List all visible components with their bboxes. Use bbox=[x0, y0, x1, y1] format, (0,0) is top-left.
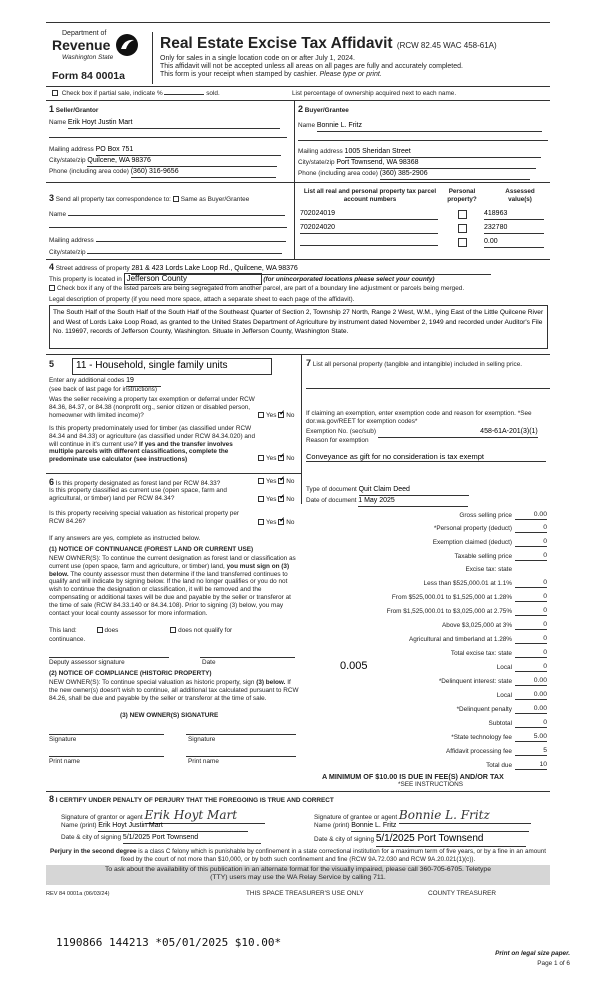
section4-street-row: 4 Street address of property 281 & 423 Lords Lake Loop Rd., Quilcene, WA 98376 bbox=[49, 262, 491, 275]
section2-heading: 2 Buyer/Grantee bbox=[298, 104, 349, 114]
section3-name-field[interactable] bbox=[68, 209, 285, 216]
calc-t2-label: From $525,000.01 to $1,525,000 at 1.28% bbox=[391, 594, 512, 601]
section8-heading: 8 I CERTIFY UNDER PENALTY OF PERJURY THAT THE FOREGOING IS TRUE AND CORRECT bbox=[49, 794, 334, 804]
local-rate-field[interactable]: 0.005 bbox=[340, 660, 368, 672]
legal-description-box[interactable] bbox=[49, 305, 548, 349]
calc-gross-label: Gross selling price bbox=[459, 512, 512, 519]
parcel-assessed-value[interactable]: 418963 bbox=[484, 210, 544, 220]
section3-mailing-field[interactable] bbox=[96, 235, 286, 242]
doc-date-field[interactable]: 1 May 2025 bbox=[358, 497, 468, 507]
seller-name-row: Name Erik Hoyt Justin Mart bbox=[49, 119, 280, 129]
calc-exemption-label: Exemption claimed (deduct) bbox=[432, 539, 512, 546]
calc-total-due-label: Total due bbox=[486, 762, 512, 769]
minimum-due-note: A MINIMUM OF $10.00 IS DUE IN FEE(S) AND/OR TAX bbox=[322, 772, 504, 781]
section3-heading: 3 Send all property tax correspondence to: Same as Buyer/Grantee bbox=[49, 193, 250, 203]
calc-penalty-value[interactable]: 0.00 bbox=[515, 705, 547, 714]
section6-q1: 6 Is this property designated as forest land per RCW 84.33? bbox=[49, 477, 221, 487]
legal-label: Legal description of property (if you need more space, attach a separate sheet to each page of the affidavit). bbox=[49, 296, 355, 303]
grantor-print-name[interactable]: Erik Hoyt Justin Mart bbox=[98, 822, 248, 832]
seller-name-field[interactable]: Erik Hoyt Justin Mart bbox=[68, 119, 280, 129]
calc-gross-value[interactable]: 0.00 bbox=[515, 511, 547, 520]
county-treasurer: COUNTY TREASURER bbox=[428, 890, 496, 897]
new-owner-sig-title: (3) NEW OWNER(S) SIGNATURE bbox=[120, 712, 219, 719]
grantor-name-row: Name (print) Erik Hoyt Justin Mart bbox=[61, 822, 248, 832]
calc-subtotal-value[interactable]: 0 bbox=[515, 719, 547, 728]
seller-city-field[interactable]: Quilcene, WA 98376 bbox=[87, 157, 277, 167]
parcel-col-personal: Personal property? bbox=[447, 188, 477, 203]
current-use-yes-checkbox[interactable] bbox=[258, 496, 264, 502]
section6-q2-answer: Yes ✓ No bbox=[258, 496, 294, 504]
section6-q3: Is this property receiving special valuation as historical property per RCW 84.26? bbox=[49, 510, 240, 525]
legal-description: The South Half of the South Half of the South Half of the Southeast Quarter of Section 2, Township 27 North, Range 2 West, W.M., lying East of the Little Quilcene River and West of Lords Lake Loop Road, as granted to the United States Department of Agriculture by instrument dated November 2, 1949 and recorded under Auditor's File No. 119697, records of Jefferson County, Washington. Situate in Jefferson County, Washington State. bbox=[53, 309, 544, 336]
section7-heading: 7 List all personal property (tangible and intangible) included in selling price. bbox=[306, 358, 523, 368]
legal-size-note: Print on legal size paper. bbox=[495, 950, 570, 957]
calc-delinq-state-label: *Delinquent interest: state bbox=[438, 678, 512, 685]
revenue-logo-icon bbox=[114, 32, 140, 58]
forest-no-checkbox[interactable] bbox=[278, 478, 284, 484]
calc-tech-fee-value[interactable]: 5.00 bbox=[515, 733, 547, 742]
partial-sale: Check box if partial sale, indicate % sold. bbox=[52, 90, 220, 98]
calc-t4-label: Above $3,025,000 at 3% bbox=[442, 622, 512, 629]
this-land-row: This land: does does not qualify for bbox=[49, 627, 233, 634]
deputy-date-label: Date bbox=[202, 659, 216, 666]
section6-q2: Is this property classified as current use (open space, farm and agricultural, or timber) land per RCW 84.34? bbox=[49, 487, 227, 502]
q2-no-checkbox[interactable] bbox=[278, 455, 284, 461]
calc-local-label: Local bbox=[496, 664, 512, 671]
section4-location-row: This property is located in Jefferson County (for unincorporated locations please select your county) bbox=[49, 274, 435, 283]
section5-q2: Is this property predominately used for timber (as classified under RCW 84.34 and 84.33) or agriculture (as classified under RCW 84.34.020) and will continue in it's current use? If yes and the transfer involves multiple parcels with different classifications, complete the predominate use calculator (see instructions) bbox=[49, 425, 256, 464]
grantor-date-city[interactable]: 5/1/2025 Port Townsend bbox=[123, 834, 261, 844]
compliance-text: NEW OWNER(S): To continue special valuation as historic property, sign (3) below. If the new owner(s) doesn't wish to continue, all additional tax calculated pursuant to RCW 84.26, shall be due and payable by the seller or transferor at the time of sale. bbox=[49, 679, 299, 702]
calc-ag-value[interactable]: 0 bbox=[515, 635, 547, 644]
accessibility-line2: (TTY) users may use the WA Relay Service by calling 711. bbox=[210, 874, 386, 882]
calc-local2-value[interactable]: 0.00 bbox=[515, 691, 547, 700]
calc-taxable-value[interactable]: 0 bbox=[515, 552, 547, 561]
land-does-checkbox[interactable] bbox=[97, 627, 103, 633]
calc-local-value[interactable]: 0 bbox=[515, 663, 547, 672]
buyer-name-field[interactable]: Bonnie L. Fritz bbox=[317, 122, 542, 132]
grantor-signature[interactable]: Erik Hoyt Mart bbox=[145, 808, 265, 824]
historic-no-checkbox[interactable] bbox=[278, 519, 284, 525]
buyer-name-row: Name Bonnie L. Fritz bbox=[298, 122, 542, 132]
grantor-date-row: Date & city of signing 5/1/2025 Port Townsend bbox=[61, 834, 261, 844]
parcel-number[interactable]: 702024019 bbox=[300, 210, 438, 220]
calc-penalty-label: *Delinquent penalty bbox=[456, 706, 512, 713]
seller-mailing-field[interactable]: PO Box 751 bbox=[96, 146, 281, 156]
calc-taxable-label: Taxable selling price bbox=[454, 553, 512, 560]
buyer-phone-row: Phone (including area code) (360) 385-2906 bbox=[298, 170, 530, 180]
calc-total-due-value[interactable]: 10 bbox=[515, 761, 547, 770]
calc-t4-value[interactable]: 0 bbox=[515, 621, 547, 630]
seller-mailing-row: Mailing address PO Box 751 bbox=[49, 146, 281, 156]
parcel-row bbox=[300, 210, 438, 220]
header-note1: Only for sales in a single location code on or after July 1, 2024. bbox=[160, 55, 355, 62]
calc-subtotal-label: Subtotal bbox=[488, 720, 512, 727]
buyer-mailing-field[interactable]: 1005 Sheridan Street bbox=[345, 148, 541, 158]
calc-t1-value[interactable]: 0 bbox=[515, 579, 547, 588]
calc-ag-label: Agricultural and timberland at 1.28% bbox=[408, 636, 512, 643]
exemption-no-field[interactable]: 458-61A-201(3)(1) bbox=[378, 428, 538, 438]
continuance-title: (1) NOTICE OF CONTINUANCE (FOREST LAND OR CURRENT USE) bbox=[49, 546, 254, 553]
list-percentage-note: List percentage of ownership acquired next to each name. bbox=[292, 90, 457, 97]
calc-excise-state: Excise tax: state bbox=[465, 566, 512, 573]
page-number: Page 1 of 6 bbox=[537, 960, 570, 967]
doc-type-row: Type of document Quit Claim Deed bbox=[306, 486, 469, 496]
perjury-note: Perjury in the second degree is a class C felony which is punishable by confinement in a state correctional institution for a maximum term of five years, or by a fine in an amount fixed by the court of not more than $10,000, or by both such confinement and fine (RCW 9A.72.030 and RCW 9A.20.021(1)(c)). bbox=[50, 848, 546, 863]
section3-name-row: Name bbox=[49, 209, 285, 219]
owner-print-label: Print name bbox=[188, 758, 219, 765]
use-code-select[interactable]: 11 - Household, single family units bbox=[72, 358, 272, 375]
q2-yes-checkbox[interactable] bbox=[258, 455, 264, 461]
exemption-reason-label: Reason for exemption bbox=[306, 437, 369, 444]
parcel-col-numbers: List all real and personal property tax parcel account numbers bbox=[303, 188, 437, 203]
form-number: Form 84 0001a bbox=[52, 70, 125, 82]
parcel-number[interactable] bbox=[300, 238, 438, 246]
header-note3: This form is your receipt when stamped by cashier. Please type or print. bbox=[160, 71, 382, 78]
grantee-print-name[interactable]: Bonnie L. Fritz bbox=[351, 822, 529, 832]
owner-sig-label: Signature bbox=[49, 736, 77, 743]
see-instructions: *SEE INSTRUCTIONS bbox=[398, 781, 463, 788]
buyer-city-field[interactable]: Port Townsend, WA 98368 bbox=[336, 159, 536, 169]
treasurer-use: THIS SPACE TREASURER'S USE ONLY bbox=[246, 890, 364, 897]
grantee-sig-row: Signature of grantee or agent Bonnie L. Fritz bbox=[314, 808, 531, 824]
q1-no-checkbox[interactable] bbox=[278, 412, 284, 418]
q1-yes-checkbox[interactable] bbox=[258, 412, 264, 418]
header-note2: This affidavit will not be accepted unless all areas on all pages are fully and accurately completed. bbox=[160, 63, 463, 70]
additional-codes-row: Enter any additional codes 19 bbox=[49, 377, 161, 387]
calc-exemption-value[interactable]: 0 bbox=[515, 538, 547, 547]
segregated-checkbox[interactable] bbox=[49, 285, 55, 291]
owner-print-label: Print name bbox=[49, 758, 80, 765]
grantee-signature[interactable]: Bonnie L. Fritz bbox=[399, 808, 531, 824]
parcel-personal-checkbox[interactable] bbox=[458, 224, 467, 233]
exemption-reason-field[interactable]: Conveyance as gift for no consideration is tax exempt bbox=[306, 452, 546, 462]
calc-personal-value[interactable]: 0 bbox=[515, 524, 547, 533]
if-yes-note: If any answers are yes, complete as instructed below. bbox=[49, 535, 201, 542]
dept-line2: Revenue bbox=[52, 37, 111, 53]
buyer-city-row: City/state/zip Port Townsend, WA 98368 bbox=[298, 159, 536, 169]
dept-line1: Department of bbox=[62, 30, 107, 37]
grantee-date-row: Date & city of signing 5/1/2025 Port Townsend bbox=[314, 833, 526, 847]
calc-affidavit-fee-label: Affidavit processing fee bbox=[446, 748, 512, 755]
calc-t2-value[interactable]: 0 bbox=[515, 593, 547, 602]
land-does-not-checkbox[interactable] bbox=[170, 627, 176, 633]
compliance-title: (2) NOTICE OF COMPLIANCE (HISTORIC PROPERTY) bbox=[49, 670, 212, 677]
seller-phone-row: Phone (including area code) (360) 316-9656 bbox=[49, 168, 276, 178]
section6-q3-answer: Yes ✓ No bbox=[258, 519, 294, 527]
section3-city-field[interactable] bbox=[87, 247, 282, 254]
current-use-no-checkbox[interactable] bbox=[278, 496, 284, 502]
calc-t3-label: From $1,525,000.01 to $3,025,000 at 2.75% bbox=[386, 608, 512, 615]
form-rcw: (RCW 82.45 WAC 458-61A) bbox=[396, 41, 497, 50]
parcel-row bbox=[300, 238, 438, 249]
see-back: (see back of last page for instructions) bbox=[49, 386, 157, 393]
buyer-phone-field[interactable]: (360) 385-2906 bbox=[380, 170, 530, 180]
accessibility-line1: To ask about the availability of this publication in an alternate format for the visually impaired, please call 360-705-6705. Teletype bbox=[104, 866, 491, 873]
buyer-mailing-row: Mailing address 1005 Sheridan Street bbox=[298, 148, 541, 158]
calc-local2-label: Local bbox=[496, 692, 512, 699]
partial-sale-checkbox[interactable] bbox=[52, 90, 58, 96]
grantee-name-row: Name (print) Bonnie L. Fritz bbox=[314, 822, 529, 832]
treasurer-stamp: 1190866 144213 *05/01/2025 $10.00* bbox=[56, 936, 282, 949]
section1-heading: 1 Seller/Grantor bbox=[49, 104, 99, 114]
calc-tech-fee-label: *State technology fee bbox=[451, 734, 512, 741]
historic-yes-checkbox[interactable] bbox=[258, 519, 264, 525]
owner-sig-label: Signature bbox=[188, 736, 216, 743]
section5-q1: Was the seller receiving a property tax exemption or deferral under RCW 84.36, 84.37, or 84.38 (nonprofit org., senior citizen or disabled person, homeowner with limited income)? bbox=[49, 396, 255, 419]
calc-t3-value[interactable]: 0 bbox=[515, 607, 547, 616]
section3-mailing-row: Mailing address bbox=[49, 235, 286, 245]
parcel-personal-checkbox[interactable] bbox=[458, 210, 467, 219]
section3-city-row: City/state/zip bbox=[49, 247, 282, 257]
parcel-row bbox=[300, 224, 438, 234]
accessibility-bar bbox=[46, 865, 550, 885]
doc-date-row: Date of document 1 May 2025 bbox=[306, 497, 468, 507]
segregated-row: Check box if any of the listed parcels are being segregated from another parcel, are part of a boundary line adjustment or parcels being merged. bbox=[49, 285, 464, 293]
exemption-text: If claiming an exemption, enter exemption code and reason for exemption. *See dor.wa.gov/REET for exemption codes* bbox=[306, 410, 532, 425]
revision: REV 84 0001a (06/03/24) bbox=[46, 891, 110, 897]
calc-affidavit-fee-value[interactable]: 5 bbox=[515, 747, 547, 756]
section5-q1-answer: Yes ✓ No bbox=[258, 412, 294, 420]
form-title: Real Estate Excise Tax Affidavit (RCW 82.45 WAC 458-61A) bbox=[160, 35, 497, 52]
same-as-buyer-checkbox[interactable] bbox=[173, 196, 179, 202]
doc-type-field[interactable]: Quit Claim Deed bbox=[359, 486, 469, 496]
additional-codes-field[interactable]: 19 bbox=[126, 377, 161, 387]
parcel-number[interactable]: 702024020 bbox=[300, 224, 438, 234]
forest-yes-checkbox[interactable] bbox=[258, 478, 264, 484]
calc-personal-label: *Personal property (deduct) bbox=[433, 525, 512, 532]
section5-number: 5 bbox=[49, 359, 55, 369]
property-street-field[interactable]: 281 & 423 Lords Lake Loop Rd., Quilcene, WA 98376 bbox=[131, 265, 491, 275]
calc-total-state-value[interactable]: 0 bbox=[515, 649, 547, 658]
parcel-assessed-value[interactable]: 0.00 bbox=[484, 238, 544, 248]
calc-delinq-state-value[interactable]: 0.00 bbox=[515, 677, 547, 686]
calc-total-state-label: Total excise tax: state bbox=[450, 650, 512, 657]
grantee-date-city[interactable]: 5/1/2025 Port Townsend bbox=[376, 833, 526, 847]
exemption-no-row: Exemption No. (sec/sub) 458-61A-201(3)(1) bbox=[306, 428, 538, 438]
deputy-sig-label: Deputy assessor signature bbox=[49, 659, 125, 666]
continuance-text: NEW OWNER(S): To continue the current designation as forest land or classification as current use (open space, farm and agriculture, or timber) land, you must sign on (3) below. The county assessor must then determine if the land transferred continues to qualify and will indicate by signing below. If the land no longer qualifies or you do not wish to continue the designation or classification, it will be removed and the compensating or additional taxes will be due and payable by the seller or transferor at the time of sale (RCW 84.33.140 or 84.34.108). Prior to signing (3) below, you may contact your local county assessor for more information. bbox=[49, 555, 296, 617]
parcel-col-assessed: Assessed value(s) bbox=[505, 188, 535, 203]
county-select[interactable]: Jefferson County bbox=[124, 273, 262, 285]
seller-phone-field[interactable]: (360) 316-9656 bbox=[131, 168, 276, 178]
calc-t1-label: Less than $525,000.01 at 1.1% bbox=[423, 580, 512, 587]
section5-q2-answer: Yes ✓ No bbox=[258, 455, 294, 463]
seller-city-row: City/state/zip Quilcene, WA 98376 bbox=[49, 157, 277, 167]
dept-line3: Washington State bbox=[62, 54, 114, 61]
parcel-assessed-value[interactable]: 232780 bbox=[484, 224, 544, 234]
parcel-personal-checkbox[interactable] bbox=[458, 238, 467, 247]
continuance-word: continuance. bbox=[49, 636, 86, 643]
grantor-sig-row: Signature of grantor or agent Erik Hoyt Mart bbox=[61, 808, 265, 824]
section6-q1-answer: Yes ✓ No bbox=[258, 478, 294, 486]
